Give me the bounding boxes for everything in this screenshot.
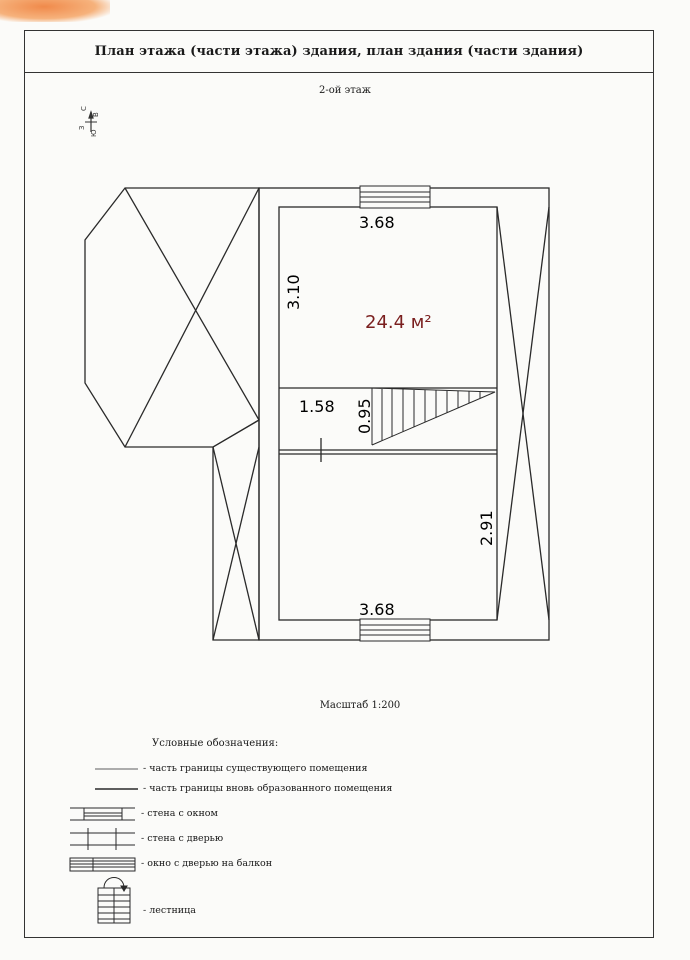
legend-balcony-door-icon [70,858,135,871]
floor-label: 2-ой этаж [319,85,371,96]
dim-right-height: 2.91 [477,510,496,546]
compass-north: С [80,106,88,111]
legend-wall-door-icon [70,828,135,850]
compass-west: З [78,125,86,130]
roof-projection-lower [213,420,259,640]
room-area: 24.4 м² [365,312,432,333]
legend-item-stairs: - лестница [143,905,196,916]
dim-bottom-width: 3.68 [359,600,395,619]
compass-south: Ю [90,129,98,137]
scale-label: Масштаб 1:200 [319,700,401,711]
dim-left-height: 3.10 [284,274,303,310]
window-bottom [360,619,430,641]
staircase [372,388,495,445]
roof-projection-left [85,188,259,447]
legend-item-new-boundary: - часть границы вновь образованного помещения [143,783,393,794]
dim-stair-depth: 0.95 [355,398,374,434]
legend-item-balcony-door: - окно с дверью на балкон [141,858,273,869]
legend-title: Условные обозначения: [152,738,279,749]
legend-item-wall-door: - стена с дверью [141,833,224,844]
legend-item-wall-window: - стена с окном [141,808,218,819]
legend-item-existing-boundary: - часть границы существующего помещения [143,763,368,774]
dim-stair-width: 1.58 [299,397,335,416]
legend-stairs-icon [98,878,130,924]
compass-east: В [92,112,100,117]
window-top [360,186,430,208]
legend-wall-window-icon [70,808,135,820]
dim-top-width: 3.68 [359,213,395,232]
document-title: План этажа (части этажа) здания, план здания (части здания) [94,44,584,59]
